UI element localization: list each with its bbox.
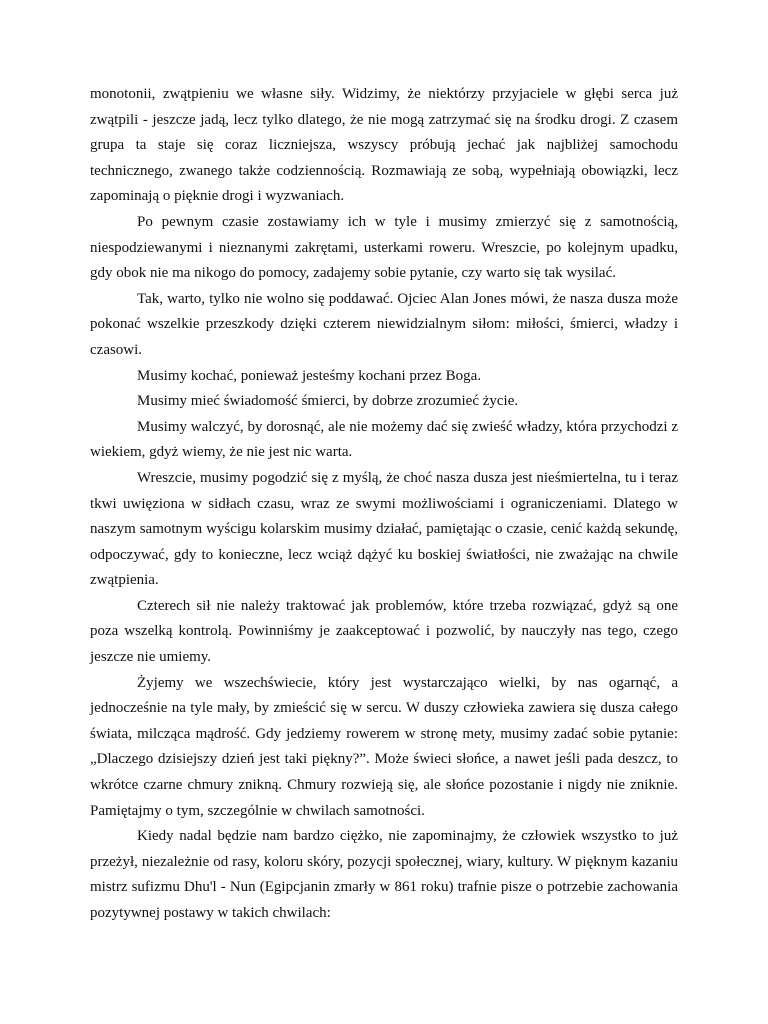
paragraph-9: Żyjemy we wszechświecie, który jest wystarczająco wielki, by nas ogarnąć, a jednocześnie na tyle mały, by zmieścić się w sercu. W duszy człowieka zawiera się dusza całego świata, milcząca mądrość. Gdy jedziemy rowerem w stronę mety, musimy zadać sobie pytanie: „Dlaczego dzisiejszy dzień jest taki piękny?”. Może świeci słońce, a nawet jeśli pada deszcz, to wkrótce czarne chmury znikną. Chmury rozwieją się, ale słońce pozostanie i nigdy nie zniknie. Pamiętajmy o tym, szczególnie w chwilach samotności. [90,674,678,819]
paragraph-6: Musimy walczyć, by dorosnąć, ale nie możemy dać się zwieść władzy, która przychodzi z wiekiem, gdyż wiemy, że nie jest nic warta. [90,418,678,461]
paragraph-10: Kiedy nadal będzie nam bardzo ciężko, nie zapominajmy, że człowiek wszystko to już przeżył, niezależnie od rasy, koloru skóry, pozycji społecznej, wiary, kultury. W pięknym kazaniu mistrz sufizmu Dhu'l - Nun (Egipcjanin zmarły w 861 roku) trafnie pisze o potrzebie zachowania pozytywnej postawy w takich chwilach: [90,828,678,921]
document-page [90,82,678,927]
paragraph-7: Wreszcie, musimy pogodzić się z myślą, że choć nasza dusza jest nieśmiertelna, tu i teraz tkwi uwięziona w sidłach czasu, wraz ze swymi możliwościami i ograniczeniami. Dlatego w naszym samotnym wyścigu kolarskim musimy działać, pamiętając o czasie, cenić każdą sekundę, odpoczywać, gdy to konieczne, lecz wciąż dążyć ku boskiej światłości, nie zważając na chwile zwątpienia. [90,469,678,589]
paragraph-3: Tak, warto, tylko nie wolno się poddawać. Ojciec Alan Jones mówi, że nasza dusza może pokonać wszelkie przeszkody dzięki czterem niewidzialnym siłom: miłości, śmierci, władzy i czasowi. [90,290,678,358]
paragraph-8: Czterech sił nie należy traktować jak problemów, które trzeba rozwiązać, gdyż są one poza wszelką kontrolą. Powinniśmy je zaakceptować i pozwolić, by nauczyły nas tego, czego jeszcze nie umiemy. [90,597,678,666]
paragraph-2: Po pewnym czasie zostawiamy ich w tyle i musimy zmierzyć się z samotnością, niespodziewanymi i nieznanymi zakrętami, usterkami roweru. Wreszcie, po kolejnym upadku, gdy obok nie ma nikogo do pomocy, zadajemy sobie pytanie, czy warto się tak wysilać. [90,213,678,282]
paragraph-4: Musimy kochać, ponieważ jesteśmy kochani przez Boga. [137,367,482,384]
paragraph-1: monotonii, zwątpieniu we własne siły. Widzimy, że niektórzy przyjaciele w głębi serca już zwątpili - jeszcze jadą, lecz tylko dlatego, że nie mogą zatrzymać się na środku drogi. Z czasem grupa ta staje się coraz liczniejsza, wszyscy próbują jechać jak najbliżej samochodu technicznego, zwanego także codziennością. Rozmawiają ze sobą, wypełniają obowiązki, lecz zapominają o pięknie drogi i wyzwaniach. [90,86,678,205]
paragraph-5: Musimy mieć świadomość śmierci, by dobrze zrozumieć życie. [137,393,519,410]
